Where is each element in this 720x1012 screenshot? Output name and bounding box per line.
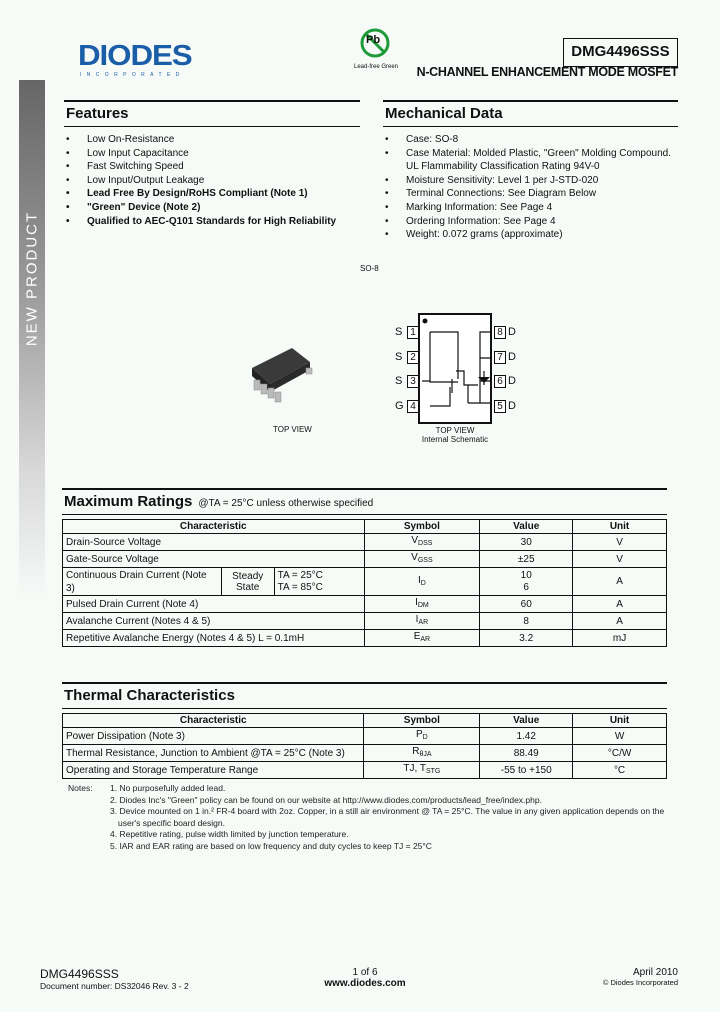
max-ratings-table bbox=[62, 519, 667, 647]
pin-number: 3 bbox=[407, 375, 419, 388]
pin-name: D bbox=[508, 350, 516, 363]
table-row bbox=[63, 728, 667, 745]
symbol-subscript: D bbox=[422, 734, 428, 741]
table-header-row bbox=[63, 520, 667, 534]
characteristic: Repetitive Avalanche Energy (Notes 4 & 5) L = 0.1mH bbox=[63, 630, 365, 647]
mechanical-item: • Moisture Sensitivity: Level 1 per J-STD-020 bbox=[383, 174, 678, 188]
pin-number: 6 bbox=[494, 375, 506, 388]
symbol-cell bbox=[364, 596, 480, 613]
value: 8 bbox=[480, 613, 573, 630]
feature-item: • Low On-Resistance bbox=[64, 133, 360, 147]
symbol-cell bbox=[364, 534, 480, 551]
symbol-cell bbox=[364, 630, 480, 647]
table-header-row bbox=[63, 714, 667, 728]
footer-part: DMG4496SSS bbox=[40, 967, 119, 981]
characteristic: Pulsed Drain Current (Note 4) bbox=[63, 596, 365, 613]
temp-2: TA = 85°C bbox=[277, 581, 323, 593]
column-header: Unit bbox=[573, 714, 667, 728]
characteristic: Power Dissipation (Note 3) bbox=[63, 728, 364, 745]
column-header: Characteristic bbox=[63, 520, 365, 534]
table-row bbox=[63, 613, 667, 630]
column-header: Value bbox=[480, 520, 573, 534]
value-1: 10 bbox=[520, 569, 532, 581]
symbol: TJ, T bbox=[403, 763, 426, 774]
diodes-logo bbox=[78, 40, 208, 78]
pin-name: S bbox=[395, 350, 403, 363]
table-row bbox=[63, 630, 667, 647]
feature-item: • Qualified to AEC-Q101 Standards for High Reliability bbox=[64, 215, 360, 229]
value: 3.2 bbox=[480, 630, 573, 647]
unit: °C bbox=[573, 762, 667, 779]
mechanical-item: • Case Material: Molded Plastic, "Green" Molding Compound. UL Flammability Classification Rating 94V-0 bbox=[383, 147, 678, 174]
mechanical-item: • Case: SO-8 bbox=[383, 133, 678, 147]
symbol-subscript: STG bbox=[425, 768, 441, 775]
lead-free-green-logo bbox=[348, 27, 404, 70]
table-row bbox=[63, 596, 667, 613]
pin-name: S bbox=[395, 326, 403, 338]
table-row bbox=[63, 745, 667, 762]
symbol-cell bbox=[364, 568, 480, 596]
logo-sub: INCORPORATED bbox=[80, 72, 185, 78]
unit: mJ bbox=[573, 630, 667, 647]
feature-item: • "Green" Device (Note 2) bbox=[64, 201, 360, 215]
footer-center bbox=[310, 967, 420, 989]
schematic-diagram bbox=[418, 313, 492, 424]
unit: A bbox=[573, 568, 667, 596]
notes-label: Notes: bbox=[68, 783, 93, 793]
mechanical-item: • Weight: 0.072 grams (approximate) bbox=[383, 228, 678, 242]
feature-item: • Low Input/Output Leakage bbox=[64, 174, 360, 188]
symbol-subscript: AR bbox=[418, 619, 429, 626]
features-section bbox=[64, 100, 360, 228]
symbol: V bbox=[411, 535, 419, 546]
footer-page: 1 of 6 bbox=[352, 967, 378, 978]
symbol-subscript: DM bbox=[417, 602, 429, 609]
symbol-cell bbox=[364, 762, 480, 779]
value bbox=[480, 568, 573, 596]
symbol-cell bbox=[364, 551, 480, 568]
unit: W bbox=[573, 728, 667, 745]
symbol: I bbox=[415, 597, 418, 608]
column-header: Symbol bbox=[364, 520, 480, 534]
logo-text: DIODES bbox=[78, 40, 192, 72]
column-header: Characteristic bbox=[63, 714, 364, 728]
mechanical-title: Mechanical Data bbox=[383, 100, 678, 127]
column-header: Unit bbox=[573, 520, 667, 534]
pin-name: D bbox=[508, 399, 516, 412]
symbol: P bbox=[416, 729, 423, 740]
pin-number: 7 bbox=[494, 351, 506, 364]
value: 30 bbox=[480, 534, 573, 551]
package-label: SO-8 bbox=[360, 264, 379, 273]
table-row bbox=[63, 534, 667, 551]
pin-name: D bbox=[508, 326, 516, 338]
unit: V bbox=[573, 551, 667, 568]
note-item: 1. No purposefully added lead. bbox=[110, 783, 226, 793]
new-product-label: NEW PRODUCT bbox=[23, 210, 41, 347]
unit: °C/W bbox=[573, 745, 667, 762]
symbol-subscript: DSS bbox=[418, 540, 433, 547]
symbol-cell bbox=[364, 745, 480, 762]
symbol: I bbox=[415, 614, 419, 625]
mechanical-item: • Terminal Connections: See Diagram Below bbox=[383, 187, 678, 201]
footer-doc: Document number: DS32046 Rev. 3 - 2 bbox=[40, 981, 189, 991]
pin-number: 8 bbox=[494, 326, 506, 339]
features-title: Features bbox=[64, 100, 360, 127]
pin-name: D bbox=[508, 375, 516, 387]
pin-number: 4 bbox=[407, 400, 419, 413]
characteristic: Drain-Source Voltage bbox=[63, 534, 365, 551]
feature-item: • Lead Free By Design/RoHS Compliant (Note 1) bbox=[64, 187, 360, 201]
condition: Steady State bbox=[221, 568, 274, 596]
mechanical-item: • Marking Information: See Page 4 bbox=[383, 201, 678, 215]
characteristic: Continuous Drain Current (Note 3) bbox=[63, 568, 222, 596]
note-item: 5. IAR and EAR rating are based on low frequency and duty cycles to keep TJ = 25°C bbox=[110, 840, 432, 851]
symbol: R bbox=[412, 746, 420, 757]
mechanical-item: • Ordering Information: See Page 4 bbox=[383, 215, 678, 229]
schematic-caption: Internal Schematic bbox=[421, 435, 489, 444]
pin-number: 1 bbox=[407, 326, 419, 339]
value: ±25 bbox=[480, 551, 573, 568]
value: 1.42 bbox=[480, 728, 573, 745]
unit: V bbox=[573, 534, 667, 551]
unit: A bbox=[573, 596, 667, 613]
characteristic: Avalanche Current (Notes 4 & 5) bbox=[63, 613, 365, 630]
footer-url[interactable]: www.diodes.com bbox=[324, 978, 406, 989]
pb-text: Pb bbox=[366, 34, 381, 46]
note-item: 3. Device mounted on 1 in.² FR-4 board with 2oz. Copper, in a still air environment @ TA = 25°C. The value in any given application depends on the user's specific board design. bbox=[110, 806, 665, 828]
symbol-subscript: D bbox=[420, 579, 426, 587]
table-row bbox=[63, 762, 667, 779]
feature-item: • Fast Switching Speed bbox=[64, 160, 360, 174]
device-subtitle: N-CHANNEL ENHANCEMENT MODE MOSFET bbox=[416, 65, 678, 79]
symbol-cell bbox=[364, 613, 480, 630]
pin-number: 5 bbox=[494, 400, 506, 413]
value-2: 6 bbox=[523, 581, 529, 593]
internal-schematic bbox=[390, 313, 530, 443]
feature-item: • Low Input Capacitance bbox=[64, 147, 360, 161]
part-number: DMG4496SSS bbox=[563, 38, 678, 67]
notes bbox=[62, 783, 667, 852]
symbol-subscript: AR bbox=[420, 636, 431, 643]
thermal-section bbox=[62, 682, 667, 852]
symbol-subscript: GSS bbox=[417, 557, 433, 564]
footer-date: April 2010 bbox=[632, 967, 678, 978]
pin-name: S bbox=[395, 375, 403, 387]
so8-package-image bbox=[240, 340, 340, 415]
thermal-title: Thermal Characteristics bbox=[62, 682, 667, 709]
temp-1: TA = 25°C bbox=[277, 569, 323, 581]
symbol-cell bbox=[364, 728, 480, 745]
symbol: E bbox=[413, 631, 421, 642]
value: -55 to +150 bbox=[480, 762, 573, 779]
unit: A bbox=[573, 613, 667, 630]
mechanical-section bbox=[383, 100, 678, 242]
symbol: V bbox=[411, 552, 418, 563]
characteristic: Thermal Resistance, Junction to Ambient @TA = 25°C (Note 3) bbox=[63, 745, 364, 762]
note-item: 2. Diodes Inc's "Green" policy can be found on our website at http://www.diodes.com/products/lead_free/index.php. bbox=[110, 794, 542, 805]
column-header: Symbol bbox=[364, 714, 480, 728]
column-header: Value bbox=[480, 714, 573, 728]
note-item: 4. Repetitive rating, pulse width limited by junction temperature. bbox=[110, 829, 349, 839]
thermal-table bbox=[62, 713, 667, 779]
symbol-subscript: θJA bbox=[419, 751, 432, 758]
symbol: I bbox=[417, 574, 421, 586]
green-caption: Lead-free Green bbox=[353, 64, 399, 70]
pin-name: G bbox=[395, 399, 404, 412]
footer-right bbox=[603, 967, 678, 987]
footer-left bbox=[40, 967, 189, 991]
top-view-label: TOP VIEW bbox=[273, 425, 312, 434]
pin-number: 2 bbox=[407, 351, 419, 364]
value: 88.49 bbox=[480, 745, 573, 762]
characteristic: Operating and Storage Temperature Range bbox=[63, 762, 364, 779]
max-ratings-section bbox=[62, 488, 667, 647]
characteristic: Gate-Source Voltage bbox=[63, 551, 365, 568]
table-row bbox=[63, 568, 667, 596]
footer-copyright: © Diodes Incorporated bbox=[602, 978, 678, 987]
max-ratings-title: Maximum Ratings bbox=[64, 493, 193, 510]
new-product-band bbox=[19, 80, 45, 600]
max-ratings-condition: @TA = 25°C unless otherwise specified bbox=[198, 498, 374, 509]
value: 60 bbox=[480, 596, 573, 613]
schematic-top-view: TOP VIEW bbox=[435, 426, 475, 435]
temperatures bbox=[274, 568, 364, 596]
table-row bbox=[63, 551, 667, 568]
